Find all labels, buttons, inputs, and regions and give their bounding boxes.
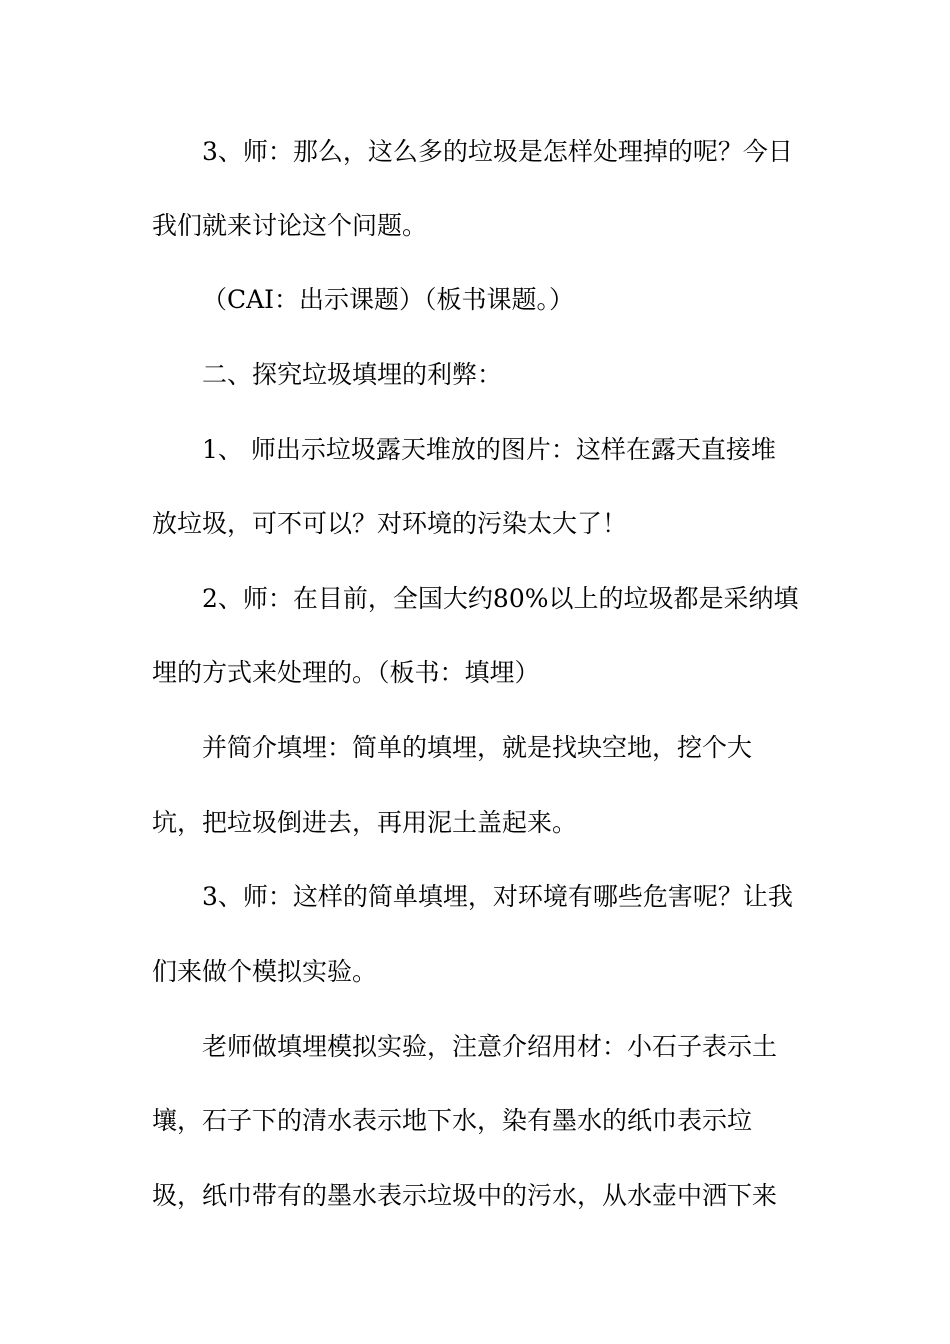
paragraph-line: 们来做个模拟实验。 (152, 957, 378, 986)
paragraph-line: 壤，石子下的清水表示地下水，染有墨水的纸巾表示垃 (152, 1106, 753, 1135)
paragraph-line: （CAI：出示课题）（板书课题。） (202, 285, 575, 314)
paragraph-line: 1、 师出示垃圾露天堆放的图片：这样在露天直接堆 (202, 435, 776, 464)
paragraph-line: 3、师：那么，这么多的垃圾是怎样处理掉的呢？今日 (202, 137, 793, 166)
paragraph-line: 放垃圾，可不可以？对环境的污染太大了！ (152, 509, 628, 538)
paragraph-line: 2、师：在目前，全国大约80%以上的垃圾都是采纳填 (202, 584, 799, 613)
section-heading: 二、探究垃圾填埋的利弊： (202, 360, 503, 389)
paragraph-line: 并简介填埋：简单的填埋，就是找块空地，挖个大 (202, 733, 753, 762)
paragraph-line: 我们就来讨论这个问题。 (152, 211, 428, 240)
paragraph-line: 埋的方式来处理的。（板书：填埋） (152, 658, 540, 687)
paragraph-line: 老师做填埋模拟实验，注意介绍用材：小石子表示土 (202, 1032, 778, 1061)
paragraph-line: 3、师：这样的简单填埋，对环境有哪些危害呢？让我 (202, 882, 793, 911)
paragraph-line: 圾，纸巾带有的墨水表示垃圾中的污水，从水壶中洒下来 (152, 1181, 778, 1210)
paragraph-line: 坑，把垃圾倒进去，再用泥土盖起来。 (152, 808, 578, 837)
